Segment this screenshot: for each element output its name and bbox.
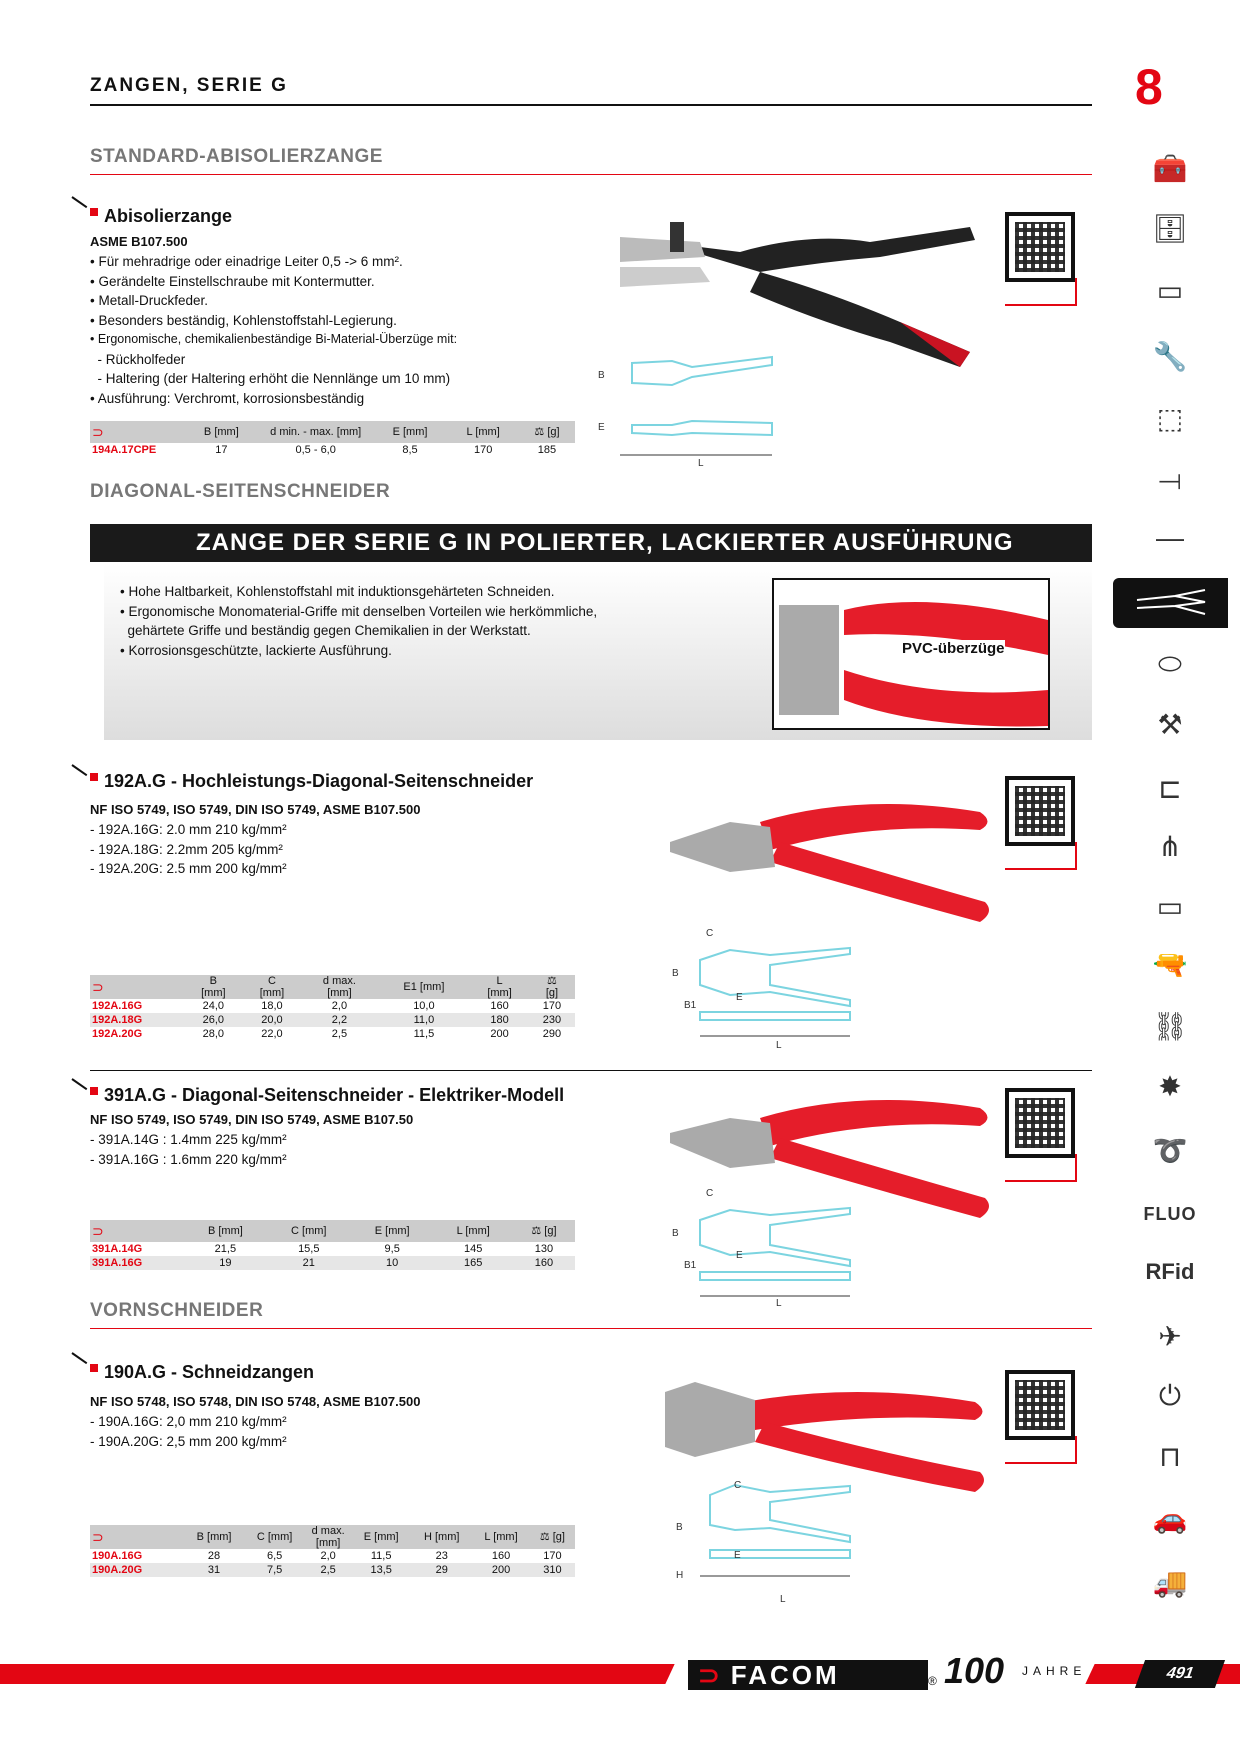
facom-ref-icon: ⊃ <box>90 1525 184 1549</box>
table-cell: 165 <box>434 1256 513 1270</box>
product-title-p3: 391A.G - Diagonal-Seitenschneider - Elektriker-Modell <box>90 1085 564 1106</box>
col-header: E [mm] <box>373 421 448 443</box>
ref-cell: 192A.20G <box>92 1028 143 1040</box>
table-cell: 7,5 <box>244 1563 305 1577</box>
table-row <box>90 1242 575 1256</box>
facom-logo: ⊃ FACOM <box>688 1660 928 1690</box>
bullet-item: • Besonders beständig, Kohlenstoffstahl-Legierung. <box>90 312 397 328</box>
table-cell: 6,5 <box>266 1550 283 1562</box>
weight-icon: ⚖ <box>539 1531 553 1543</box>
col-header: C [mm] <box>244 1525 305 1549</box>
electrician-cutter-diagram <box>680 1200 860 1300</box>
rfid-label[interactable]: RFid <box>1145 1259 1195 1284</box>
table-cell: 2,0 <box>320 1550 336 1562</box>
bullet-item: • Gerändelte Einstellschraube mit Kontermutter. <box>90 273 375 289</box>
diagonal-cutter-diagram <box>680 940 860 1040</box>
table-cell: 18,0 <box>261 1000 283 1012</box>
table-cell: 230 <box>529 1013 575 1027</box>
table-cell: 9,5 <box>384 1243 400 1255</box>
table-cell: 29 <box>411 1563 472 1577</box>
table-cell: 17 <box>215 444 228 456</box>
ref-cell: 190A.16G <box>92 1550 143 1562</box>
table-cell: 21 <box>267 1256 351 1270</box>
ref-cell: 194A.17CPE <box>92 444 157 456</box>
table-cell: 20,0 <box>243 1013 302 1027</box>
col-header: C [mm] <box>267 1220 351 1242</box>
tape-measure-icon[interactable]: ⬭ <box>1158 647 1182 679</box>
facom-ref-icon: ⊃ <box>90 421 184 443</box>
table-cell: 2,0 <box>331 1000 348 1012</box>
qr-code[interactable] <box>1005 1370 1075 1440</box>
bullet-item: gehärtete Griffe und beständig gegen Chemikalien in der Werkstatt. <box>120 623 531 638</box>
table-cell: 28,0 <box>202 1028 225 1040</box>
table-cell: 180 <box>470 1013 529 1027</box>
dim-label-l: L <box>698 458 704 469</box>
product-title-p1: Abisolierzange <box>90 206 232 227</box>
centenary-label: JAHRE <box>1022 1664 1087 1678</box>
spec-line: - 190A.20G: 2,5 mm 200 kg/mm² <box>90 1433 287 1449</box>
weight-col-header: ⚖ [g] <box>530 1525 575 1549</box>
electronic-tester-icon[interactable]: ▭ <box>1156 890 1184 922</box>
dim-label-l: L <box>776 1040 782 1051</box>
col-header: d min. - max. [mm] <box>259 421 373 443</box>
weight-col-header: ⚖ [g] <box>513 1220 575 1242</box>
series-banner: ZANGE DER SERIE G IN POLIERTER, LACKIERTER AUSFÜHRUNG <box>90 524 1092 562</box>
weight-icon: ⚖ <box>531 1225 545 1237</box>
product-title-p2: 192A.G - Hochleistungs-Diagonal-Seitenschneider <box>90 771 533 792</box>
table-cell: 170 <box>542 1000 562 1012</box>
product-lines <box>90 1412 287 1451</box>
weight-col-header: ⚖ [g] <box>529 975 575 999</box>
ref-cell: 190A.20G <box>90 1563 184 1577</box>
dim-label-e: E <box>736 992 743 1003</box>
product-lines <box>90 1130 287 1169</box>
trolley-handle-icon[interactable]: ⊓ <box>1159 1440 1181 1472</box>
puller-icon[interactable]: ⋔ <box>1158 830 1182 862</box>
table-cell: 23 <box>435 1550 448 1562</box>
table-cell: 160 <box>513 1256 575 1270</box>
spec-line: - 192A.20G: 2.5 mm 200 kg/mm² <box>90 861 287 876</box>
banner-bullets <box>120 582 597 660</box>
table-cell: 10 <box>351 1256 434 1270</box>
dim-label-l: L <box>776 1298 782 1309</box>
qr-pointer <box>1005 842 1077 870</box>
bullet-item: • Korrosionsgeschützte, lackierte Ausführung. <box>120 642 392 658</box>
chapter-number: 8 <box>1135 59 1163 115</box>
pvc-label: PVC-überzüge <box>902 640 1005 657</box>
end-cutter-diagram <box>680 1480 860 1580</box>
safety-lanyard-icon[interactable]: ➰ <box>1152 1134 1188 1166</box>
product-standard: ASME B107.500 <box>90 234 188 249</box>
table-row <box>90 1563 575 1577</box>
table-cell: 130 <box>534 1243 554 1255</box>
spec-table-p2 <box>90 975 575 1041</box>
page-number: 491 <box>1135 1660 1225 1688</box>
table-row <box>90 999 575 1013</box>
table-cell: 200 <box>490 1028 509 1040</box>
product-standard: NF ISO 5749, ISO 5749, DIN ISO 5749, ASME B107.50 <box>90 1112 414 1127</box>
table-row <box>90 1013 575 1027</box>
header-rule <box>90 104 1092 106</box>
dim-label-b: B <box>598 370 605 381</box>
product-standard: NF ISO 5748, ISO 5748, DIN ISO 5748, ASME B107.500 <box>90 1394 421 1409</box>
facom-ref-icon: ⊃ <box>90 975 184 999</box>
table-row <box>90 443 575 457</box>
dim-label-b: B <box>672 968 679 979</box>
stripper-diagram <box>612 355 782 465</box>
product-standard: NF ISO 5749, ISO 5749, DIN ISO 5749, ASME B107.500 <box>90 802 421 817</box>
qr-pointer <box>1005 1154 1077 1182</box>
table-cell: 310 <box>530 1563 575 1577</box>
fluo-label[interactable]: FLUO <box>1143 1203 1197 1224</box>
tool-set-icon[interactable]: 🧰 <box>1152 152 1188 184</box>
table-cell: 2,2 <box>301 1013 377 1027</box>
qr-code[interactable] <box>1005 776 1075 846</box>
spec-line: - 190A.16G: 2,0 mm 210 kg/mm² <box>90 1414 287 1429</box>
col-header: C [mm] <box>243 975 302 999</box>
pliers-icon-active[interactable] <box>1113 578 1228 628</box>
table-cell: 0,5 - 6,0 <box>295 444 336 456</box>
dim-label-l: L <box>780 1594 786 1605</box>
electrical-breaker-icon[interactable]: ⏻ <box>1158 1379 1182 1411</box>
col-header: L [mm] <box>447 421 519 443</box>
ref-cell: 192A.18G <box>90 1013 184 1027</box>
table-cell: 21,5 <box>214 1243 237 1255</box>
screwdriver-icon[interactable]: — <box>1156 522 1184 553</box>
spark-safe-icon[interactable]: ✸ <box>1158 1070 1182 1102</box>
table-cell: 15,5 <box>298 1243 320 1255</box>
spec-line: - 192A.18G: 2.2mm 205 kg/mm² <box>90 841 283 857</box>
col-header: L [mm] <box>472 1525 530 1549</box>
table-cell: 11,0 <box>378 1013 471 1027</box>
table-cell: 11,5 <box>413 1028 435 1040</box>
weight-icon: ⚖ <box>547 975 557 987</box>
dim-label-b1: B1 <box>684 1260 697 1271</box>
table-cell: 28 <box>207 1550 221 1562</box>
ref-cell: 391A.14G <box>92 1243 143 1255</box>
pliers-icon <box>1135 588 1215 618</box>
dim-label-e: E <box>598 422 605 433</box>
dim-label-h: H <box>676 1570 684 1581</box>
bullet-item: - Rückholfeder <box>90 351 186 367</box>
bullet-item: - Haltering (der Haltering erhöht die Nennlänge um 10 mm) <box>90 371 451 386</box>
title-slash <box>71 1352 87 1364</box>
table-cell: 2,5 <box>331 1028 348 1040</box>
table-row <box>90 1549 575 1563</box>
title-slash <box>71 1078 87 1090</box>
col-header: L [mm] <box>434 1220 513 1242</box>
dim-label-b: B <box>676 1522 683 1533</box>
ref-cell: 391A.16G <box>90 1256 184 1270</box>
col-header: B [mm] <box>184 975 243 999</box>
dim-label-c: C <box>734 1480 742 1491</box>
col-header: E [mm] <box>351 1220 434 1242</box>
table-cell: 10,0 <box>413 1000 435 1012</box>
spec-table-p3 <box>90 1220 575 1270</box>
spec-table-p1 <box>90 421 575 457</box>
pvc-grip-box <box>772 578 1050 730</box>
bullet-item: • Hohe Haltbarkeit, Kohlenstoffstahl mit induktionsgehärteten Schneiden. <box>120 584 555 599</box>
wrench-icon[interactable]: 🔧 <box>1152 340 1188 372</box>
dim-label-e: E <box>734 1550 741 1561</box>
section-title-end-cutter: VORNSCHNEIDER <box>90 1300 264 1321</box>
weight-col-header: ⚖ [g] <box>519 421 575 443</box>
table-cell: 11,5 <box>370 1550 392 1562</box>
bullet-item: • Ergonomische Monomaterial-Griffe mit denselben Vorteilen wie herkömmliche, <box>120 603 598 619</box>
col-header: E1 [mm] <box>378 975 471 999</box>
table-cell: 31 <box>184 1563 244 1577</box>
diagonal-cutter-image <box>660 782 1000 932</box>
dim-label-b1: B1 <box>684 1000 697 1011</box>
table-cell: 160 <box>490 1000 509 1012</box>
bullet-list <box>90 252 457 408</box>
bullet-item: • Metall-Druckfeder. <box>90 293 209 308</box>
socket-icon[interactable]: ⬚ <box>1156 402 1184 434</box>
col-header: E [mm] <box>351 1525 411 1549</box>
facom-ref-icon: ⊃ <box>90 1220 184 1242</box>
col-header: B [mm] <box>184 421 259 443</box>
qr-pointer <box>1005 1436 1077 1464</box>
table-cell: 22,0 <box>261 1028 283 1040</box>
page-header-title: ZANGEN, SERIE G <box>90 75 288 96</box>
table-cell: 24,0 <box>202 1000 225 1012</box>
hacksaw-icon[interactable]: ⊏ <box>1158 772 1182 804</box>
weight-icon: ⚖ <box>534 426 548 438</box>
aerospace-icon[interactable]: ✈ <box>1158 1320 1182 1352</box>
col-header: d max. [mm] <box>301 975 377 999</box>
col-header: L [mm] <box>470 975 529 999</box>
bullet-item: • Ausführung: Verchromt, korrosionsbeständig <box>90 390 365 406</box>
dim-label-b: B <box>672 1228 679 1239</box>
impact-wrench-icon[interactable]: 🔫 <box>1152 948 1188 980</box>
section-rule <box>90 1328 1092 1329</box>
truck-icon[interactable]: 🚚 <box>1152 1566 1188 1598</box>
registered-mark: ® <box>928 1674 937 1688</box>
qr-code[interactable] <box>1005 1088 1075 1158</box>
spec-line: - 391A.16G : 1.6mm 220 kg/mm² <box>90 1151 287 1167</box>
dim-label-c: C <box>706 928 714 939</box>
col-header: d max. [mm] <box>305 1525 351 1549</box>
table-row <box>90 1256 575 1270</box>
section-title-diagonal: DIAGONAL-SEITENSCHNEIDER <box>90 481 391 502</box>
dim-label-e: E <box>736 1250 743 1261</box>
table-cell: 19 <box>184 1256 267 1270</box>
qr-pointer <box>1005 278 1077 306</box>
col-header: H [mm] <box>411 1525 472 1549</box>
table-cell: 145 <box>464 1243 483 1255</box>
product-lines <box>90 820 287 879</box>
ref-cell: 192A.16G <box>92 1000 143 1012</box>
centenary-mark: 100 <box>944 1650 1005 1691</box>
spec-table-p4 <box>90 1525 575 1577</box>
hammer-icon[interactable]: ⚒ <box>1157 708 1183 740</box>
tool-box-icon[interactable]: ▭ <box>1156 274 1184 306</box>
product-title-p4: 190A.G - Schneidzangen <box>90 1362 314 1383</box>
facom-logo-icon: ⊃ <box>698 1659 723 1690</box>
table-cell: 26,0 <box>184 1013 243 1027</box>
table-cell: 2,5 <box>305 1563 351 1577</box>
table-cell: 170 <box>543 1550 562 1562</box>
table-row <box>90 1027 575 1041</box>
table-cell: 185 <box>537 444 557 456</box>
col-header: B [mm] <box>184 1525 244 1549</box>
section-rule <box>90 1070 1092 1071</box>
dim-label-c: C <box>706 1188 714 1199</box>
table-cell: 8,5 <box>402 444 418 456</box>
title-slash <box>71 764 87 776</box>
section-title-stripper: STANDARD-ABISOLIERZANGE <box>90 146 383 167</box>
vise-icon[interactable]: ⛓ <box>1152 1010 1188 1042</box>
spec-line: - 192A.16G: 2.0 mm 210 kg/mm² <box>90 822 287 837</box>
section-rule <box>90 174 1092 175</box>
table-cell: 170 <box>473 444 493 456</box>
spec-line: - 391A.14G : 1.4mm 225 kg/mm² <box>90 1132 287 1147</box>
title-slash <box>71 196 87 208</box>
bullet-item: • Für mehradrige oder einadrige Leiter 0,5 -> 6 mm². <box>90 254 403 269</box>
bullet-item: • Ergonomische, chemikalienbeständige Bi-Material-Überzüge mit: <box>90 332 458 346</box>
car-icon[interactable]: 🚗 <box>1152 1502 1188 1534</box>
table-cell: 13,5 <box>351 1563 411 1577</box>
table-cell: 160 <box>491 1550 511 1562</box>
qr-code[interactable] <box>1005 212 1075 282</box>
table-cell: 290 <box>542 1028 562 1040</box>
table-cell: 200 <box>472 1563 530 1577</box>
ratchet-icon[interactable]: ⟞ <box>1158 463 1182 495</box>
tool-cabinet-icon[interactable]: 🗄 <box>1152 212 1188 244</box>
col-header: B [mm] <box>184 1220 267 1242</box>
